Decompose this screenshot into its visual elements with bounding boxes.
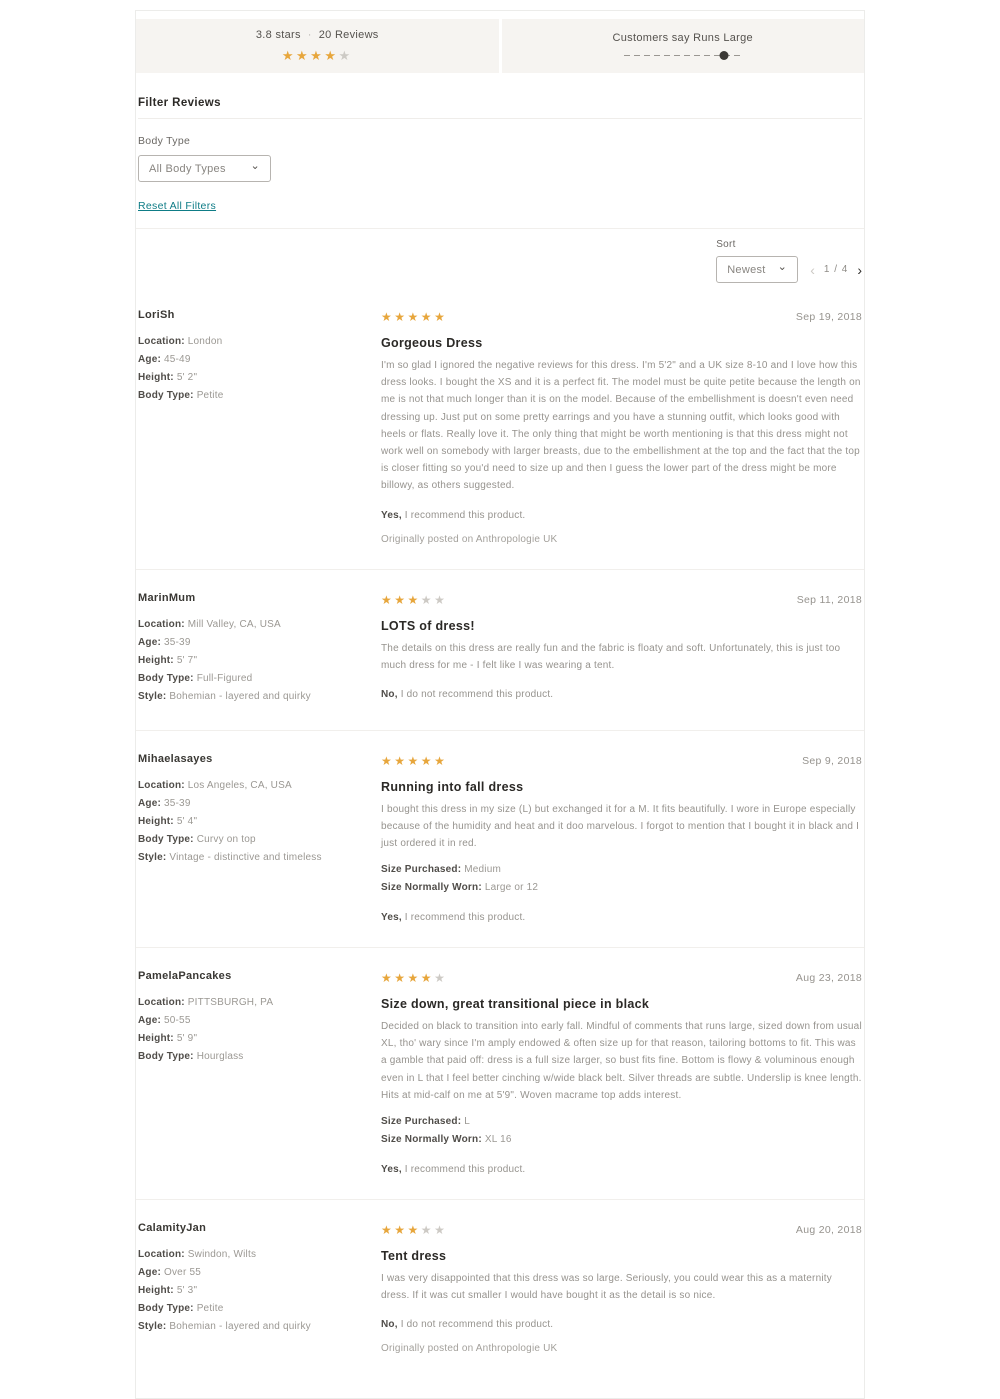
reviewer-attribute-value: 5' 2" [176, 372, 198, 383]
star-icon: ★ [420, 753, 435, 768]
reviews-page [135, 10, 865, 1399]
star-icon: ★ [420, 971, 435, 986]
star-icon: ★ [381, 753, 395, 768]
reviewer-attribute-value: 5' 7" [176, 654, 198, 666]
recommendation-answer: Yes, [381, 509, 402, 521]
star-icon: ★ [420, 1223, 435, 1237]
reviewer-attributes [138, 333, 361, 405]
review-content [381, 1222, 862, 1354]
sort-label: Sort [716, 239, 736, 250]
reviewer-attribute-value: Mill Valley, CA, USA [187, 618, 281, 630]
reviewer-attribute-value: 45-49 [164, 354, 191, 365]
review-body: I bought this dress in my size (L) but exchanged it for a M. It fits beautifully. I wore in Europe especially because of the humidity and heat and it doo marvelous. I forgot to mention that I bought it in black and I just ordered it in red. [381, 803, 860, 849]
review-star-rating [381, 1222, 447, 1238]
chevron-down-icon: ⌄ [777, 261, 788, 273]
star-icon: ★ [381, 592, 395, 607]
star-icon: ★ [434, 753, 448, 768]
size-attribute [381, 1113, 862, 1131]
recommendation-answer: Yes, [381, 1164, 402, 1175]
reviewer-attribute [138, 369, 361, 387]
reviewer-attribute [138, 1318, 361, 1336]
filter-section [136, 97, 864, 214]
star-icon: ★ [434, 310, 448, 324]
syndication-source: Originally posted on Anthropologie UK [381, 533, 558, 545]
recommendation-text: I recommend this product. [401, 912, 526, 924]
star-icon: ★ [394, 310, 408, 324]
reviewer-attribute-value: Bohemian - layered and quirky [169, 1321, 311, 1332]
star-icon: ★ [381, 310, 395, 324]
star-icon: ★ [310, 47, 325, 63]
reviewer-attribute [138, 1048, 361, 1066]
separator-dot: · [307, 28, 312, 41]
average-star-rating [282, 48, 353, 64]
fit-slider-knob [720, 51, 729, 60]
review-title: Size down, great transitional piece in black [381, 997, 650, 1012]
size-attribute-value: Large or 12 [484, 882, 539, 894]
body-type-select-value: All Body Types [149, 162, 226, 175]
reviewer-attribute [138, 634, 361, 652]
rating-summary [136, 19, 499, 73]
reviewer-attribute [138, 994, 361, 1012]
reviewer-attribute-value: Full-Figured [196, 672, 253, 684]
size-attribute [381, 861, 862, 879]
review-summary-bar [136, 19, 864, 73]
reviewer-attribute [138, 333, 361, 351]
reviewer-attribute-label: Age: [138, 636, 164, 648]
reviewer-attribute [138, 1246, 361, 1264]
reset-all-filters-link[interactable]: Reset All Filters [138, 200, 217, 212]
reviewer-attributes [138, 1246, 361, 1336]
review-body: I was very disappointed that this dress was so large. Seriously, you could wear this as a maternity dress. If it was cut smaller I would have bought it as the detail is so nice. [381, 1273, 832, 1302]
reviewer-attribute-label: Height: [138, 815, 177, 827]
size-attribute-value: L [464, 1116, 470, 1127]
fit-slider[interactable] [624, 51, 742, 60]
star-icon: ★ [434, 592, 448, 607]
review-date: Aug 23, 2018 [795, 972, 862, 985]
reviewer-attribute [138, 1282, 361, 1300]
reviewer-attribute-label: Location: [138, 1249, 188, 1260]
chevron-down-icon: ⌄ [250, 160, 260, 172]
review-item [136, 730, 864, 948]
star-icon: ★ [420, 592, 435, 607]
reviewer-attribute-value: 50-55 [164, 1015, 191, 1027]
review-content [381, 309, 862, 545]
reviewer-attribute [138, 616, 361, 634]
recommendation-text: I recommend this product. [401, 1164, 526, 1175]
recommendation-answer: No, [381, 1319, 398, 1331]
reviewer-attribute [138, 688, 361, 706]
pagination [810, 262, 862, 278]
review-body: Decided on black to transition into early fall. Mindful of comments that runs large, sized down from usual XL, tho' wary since I'm amply endowed & often size up for that reason, tailoring bottoms to fit. This was a gamble that paid off: dress is a full size larger, so bust fits fine. Bottom is flowy & voluminous enough even in L that I feel better cinching w/wide black belt. Silver threads are subtle. Underslip is knee length. Hits at mid-calf on me at 5'9". Woven macrame top adds interest. [381, 1021, 862, 1101]
reviewer-info [138, 309, 381, 545]
reviewer-attribute [138, 670, 361, 688]
star-icon: ★ [407, 971, 421, 986]
sort-select-value: Newest [727, 263, 766, 276]
reviewer-attribute-value: Petite [196, 1303, 224, 1314]
reviewer-attribute-value: 35-39 [164, 797, 191, 809]
size-attribute [381, 1131, 862, 1149]
reviewer-username: LoriSh [138, 309, 175, 321]
reviewer-attribute-value: 5' 3" [176, 1285, 198, 1296]
recommendation-text: I recommend this product. [401, 509, 526, 521]
reviewer-attribute-label: Location: [138, 997, 188, 1009]
reviewer-attribute-label: Style: [138, 1321, 170, 1332]
size-attribute-label: Size Normally Worn: [381, 1134, 485, 1145]
reviewer-attribute-label: Location: [138, 336, 188, 347]
reviewer-attribute [138, 1300, 361, 1318]
review-content [381, 970, 862, 1175]
review-title: Tent dress [381, 1249, 447, 1263]
reviewer-attribute [138, 1264, 361, 1282]
reviewer-attribute-value: London [187, 336, 223, 347]
recommendation-answer: No, [381, 688, 398, 700]
divider [138, 118, 862, 119]
reviewer-attribute-value: Curvy on top [196, 833, 256, 845]
reviewer-attribute [138, 652, 361, 670]
review-title: Running into fall dress [381, 779, 524, 794]
star-icon: ★ [407, 592, 421, 607]
previous-page-icon[interactable]: ‹ [810, 261, 815, 278]
reviewer-info [138, 592, 381, 706]
size-attribute-label: Size Purchased: [381, 864, 465, 876]
review-list [136, 287, 864, 1378]
reviewer-attribute [138, 351, 361, 369]
reviewer-attribute-value: Hourglass [196, 1051, 244, 1063]
reviewer-attribute-value: Swindon, Wilts [187, 1249, 257, 1260]
reviewer-attribute-value: PITTSBURGH, PA [187, 997, 274, 1009]
review-content [381, 592, 862, 706]
star-icon: ★ [407, 753, 421, 768]
recommendation-text: I do not recommend this product. [397, 688, 554, 700]
review-star-rating [381, 753, 447, 769]
reviewer-attribute-label: Age: [138, 1267, 164, 1278]
page-indicator: 1 / 4 [823, 264, 849, 275]
reviewer-attribute-label: Location: [138, 779, 188, 791]
star-icon: ★ [394, 592, 408, 607]
reviewer-attribute [138, 795, 361, 813]
review-item [136, 1199, 864, 1378]
star-icon: ★ [381, 971, 395, 986]
size-attribute-value: Medium [464, 864, 502, 876]
review-item [136, 569, 864, 730]
reviewer-username: Mihaelasayes [138, 752, 213, 765]
reviewer-attribute-label: Style: [138, 851, 170, 863]
review-date: Sep 11, 2018 [796, 593, 862, 606]
star-icon: ★ [394, 971, 408, 986]
review-item [136, 287, 864, 569]
reviewer-attribute-value: Over 55 [164, 1267, 201, 1278]
reviewer-attribute [138, 777, 361, 795]
filter-heading: Filter Reviews [138, 97, 221, 109]
reviewer-attribute-label: Height: [138, 654, 177, 666]
reviewer-attribute-label: Location: [138, 618, 188, 630]
review-header [381, 970, 862, 986]
reviewer-attribute-value: Bohemian - layered and quirky [169, 690, 311, 702]
syndication-source: Originally posted on Anthropologie UK [381, 1343, 558, 1355]
size-attribute-label: Size Normally Worn: [381, 882, 485, 894]
star-icon: ★ [434, 1223, 448, 1237]
review-star-rating [381, 592, 447, 608]
review-size-info [381, 1113, 862, 1149]
reviewer-attribute-value: 35-39 [164, 636, 191, 648]
star-icon: ★ [381, 1223, 395, 1237]
reviewer-attribute [138, 387, 361, 405]
star-icon: ★ [434, 971, 448, 986]
recommendation-line [381, 1319, 862, 1330]
reviewer-attribute-value: 5' 4" [176, 815, 198, 827]
review-header [381, 309, 862, 325]
review-header [381, 592, 862, 608]
reviewer-attribute-label: Height: [138, 1033, 177, 1045]
review-star-rating [381, 970, 447, 986]
reviewer-attribute-label: Age: [138, 797, 164, 809]
reviewer-attribute-label: Body Type: [138, 1051, 197, 1063]
reviewer-attribute-value: Vintage - distinctive and timeless [169, 851, 322, 863]
recommendation-line [381, 510, 862, 521]
review-content [381, 753, 862, 924]
reviewer-attribute [138, 831, 361, 849]
star-icon: ★ [394, 753, 408, 768]
reviewer-attributes [138, 994, 361, 1066]
review-count-text: 20 Reviews [318, 28, 379, 41]
recommendation-answer: Yes, [381, 912, 402, 924]
divider [136, 228, 864, 229]
reviewer-info [138, 970, 381, 1175]
reviewer-attribute-label: Body Type: [138, 672, 197, 684]
reviewer-attribute [138, 813, 361, 831]
size-attribute-value: XL 16 [484, 1134, 512, 1145]
sort-bar [136, 239, 864, 283]
reviewer-attributes [138, 777, 361, 867]
fit-label: Customers say Runs Large [612, 32, 753, 44]
reviewer-info [138, 753, 381, 924]
body-type-select[interactable] [138, 155, 271, 182]
reviewer-username: MarinMum [138, 591, 196, 604]
review-date: Sep 9, 2018 [802, 754, 862, 767]
size-attribute-label: Size Purchased: [381, 1116, 465, 1127]
review-size-info [381, 861, 862, 897]
recommendation-line [381, 689, 862, 700]
star-icon: ★ [324, 47, 339, 63]
reviewer-attribute-label: Height: [138, 372, 177, 383]
reviewer-username: PamelaPancakes [138, 970, 232, 983]
recommendation-line [381, 1164, 862, 1175]
review-header [381, 1222, 862, 1238]
review-date: Sep 19, 2018 [795, 311, 862, 323]
star-icon: ★ [394, 1223, 408, 1237]
review-header [381, 753, 862, 769]
recommendation-line [381, 912, 862, 923]
next-page-icon[interactable]: › [857, 261, 862, 278]
star-icon: ★ [296, 47, 311, 63]
reviewer-attribute-label: Body Type: [138, 833, 197, 845]
reviewer-attribute-label: Height: [138, 1285, 177, 1296]
recommendation-text: I do not recommend this product. [397, 1319, 554, 1331]
reviewer-attributes [138, 616, 361, 706]
review-title: Gorgeous Dress [381, 336, 483, 350]
star-icon: ★ [407, 1223, 421, 1237]
reviewer-attribute-label: Body Type: [138, 1303, 197, 1314]
reviewer-attribute-label: Age: [138, 354, 164, 365]
star-icon: ★ [338, 47, 353, 63]
reviewer-attribute [138, 1030, 361, 1048]
review-date: Aug 20, 2018 [795, 1224, 862, 1236]
review-star-rating [381, 309, 447, 325]
reviewer-username: CalamityJan [138, 1222, 207, 1234]
review-body: I'm so glad I ignored the negative reviews for this dress. I'm 5'2" and a UK size 8-10 and I love how this dress looks. I bought the XS and it is a perfect fit. The model must be quite petite because the length on me is not that much longer than it is on the model. Because of the embellishment is doesn't even need dressing up. Just put on some pretty earrings and you have a stunning outfit, which looks good with heels or flats. Really love it. The only thing that might be worth mentioning is that this dress might not work well on somebody with larger breasts, due to the embellishment at the top and the fact that the top is closer fitting so you'd need to size up and then I guess the lower part of the dress might be more billowy, as others suggested. [381, 360, 861, 492]
star-icon: ★ [420, 310, 435, 324]
reviewer-attribute-label: Body Type: [138, 390, 197, 401]
size-attribute [381, 879, 862, 897]
review-body: The details on this dress are really fun and the fabric is floaty and soft. Unfortunately, this is just too much dress for me - I felt like I was wearing a tent. [381, 642, 841, 671]
reviewer-attribute [138, 849, 361, 867]
star-icon: ★ [281, 47, 297, 63]
review-title: LOTS of dress! [381, 618, 475, 633]
reviewer-info [138, 1222, 381, 1354]
reviewer-attribute-value: 5' 9" [176, 1033, 198, 1045]
reviewer-attribute-value: Petite [196, 390, 224, 401]
reviewer-attribute-label: Style: [138, 690, 170, 702]
reviewer-attribute-label: Age: [138, 1015, 164, 1027]
average-rating-text: 3.8 stars [255, 28, 301, 41]
rating-summary-text [256, 29, 379, 41]
reviewer-attribute-value: Los Angeles, CA, USA [187, 779, 292, 791]
sort-select[interactable] [716, 256, 798, 283]
body-type-label: Body Type [138, 135, 191, 147]
star-icon: ★ [407, 310, 421, 324]
fit-summary [502, 19, 865, 73]
review-item [136, 947, 864, 1199]
reviewer-attribute [138, 1012, 361, 1030]
